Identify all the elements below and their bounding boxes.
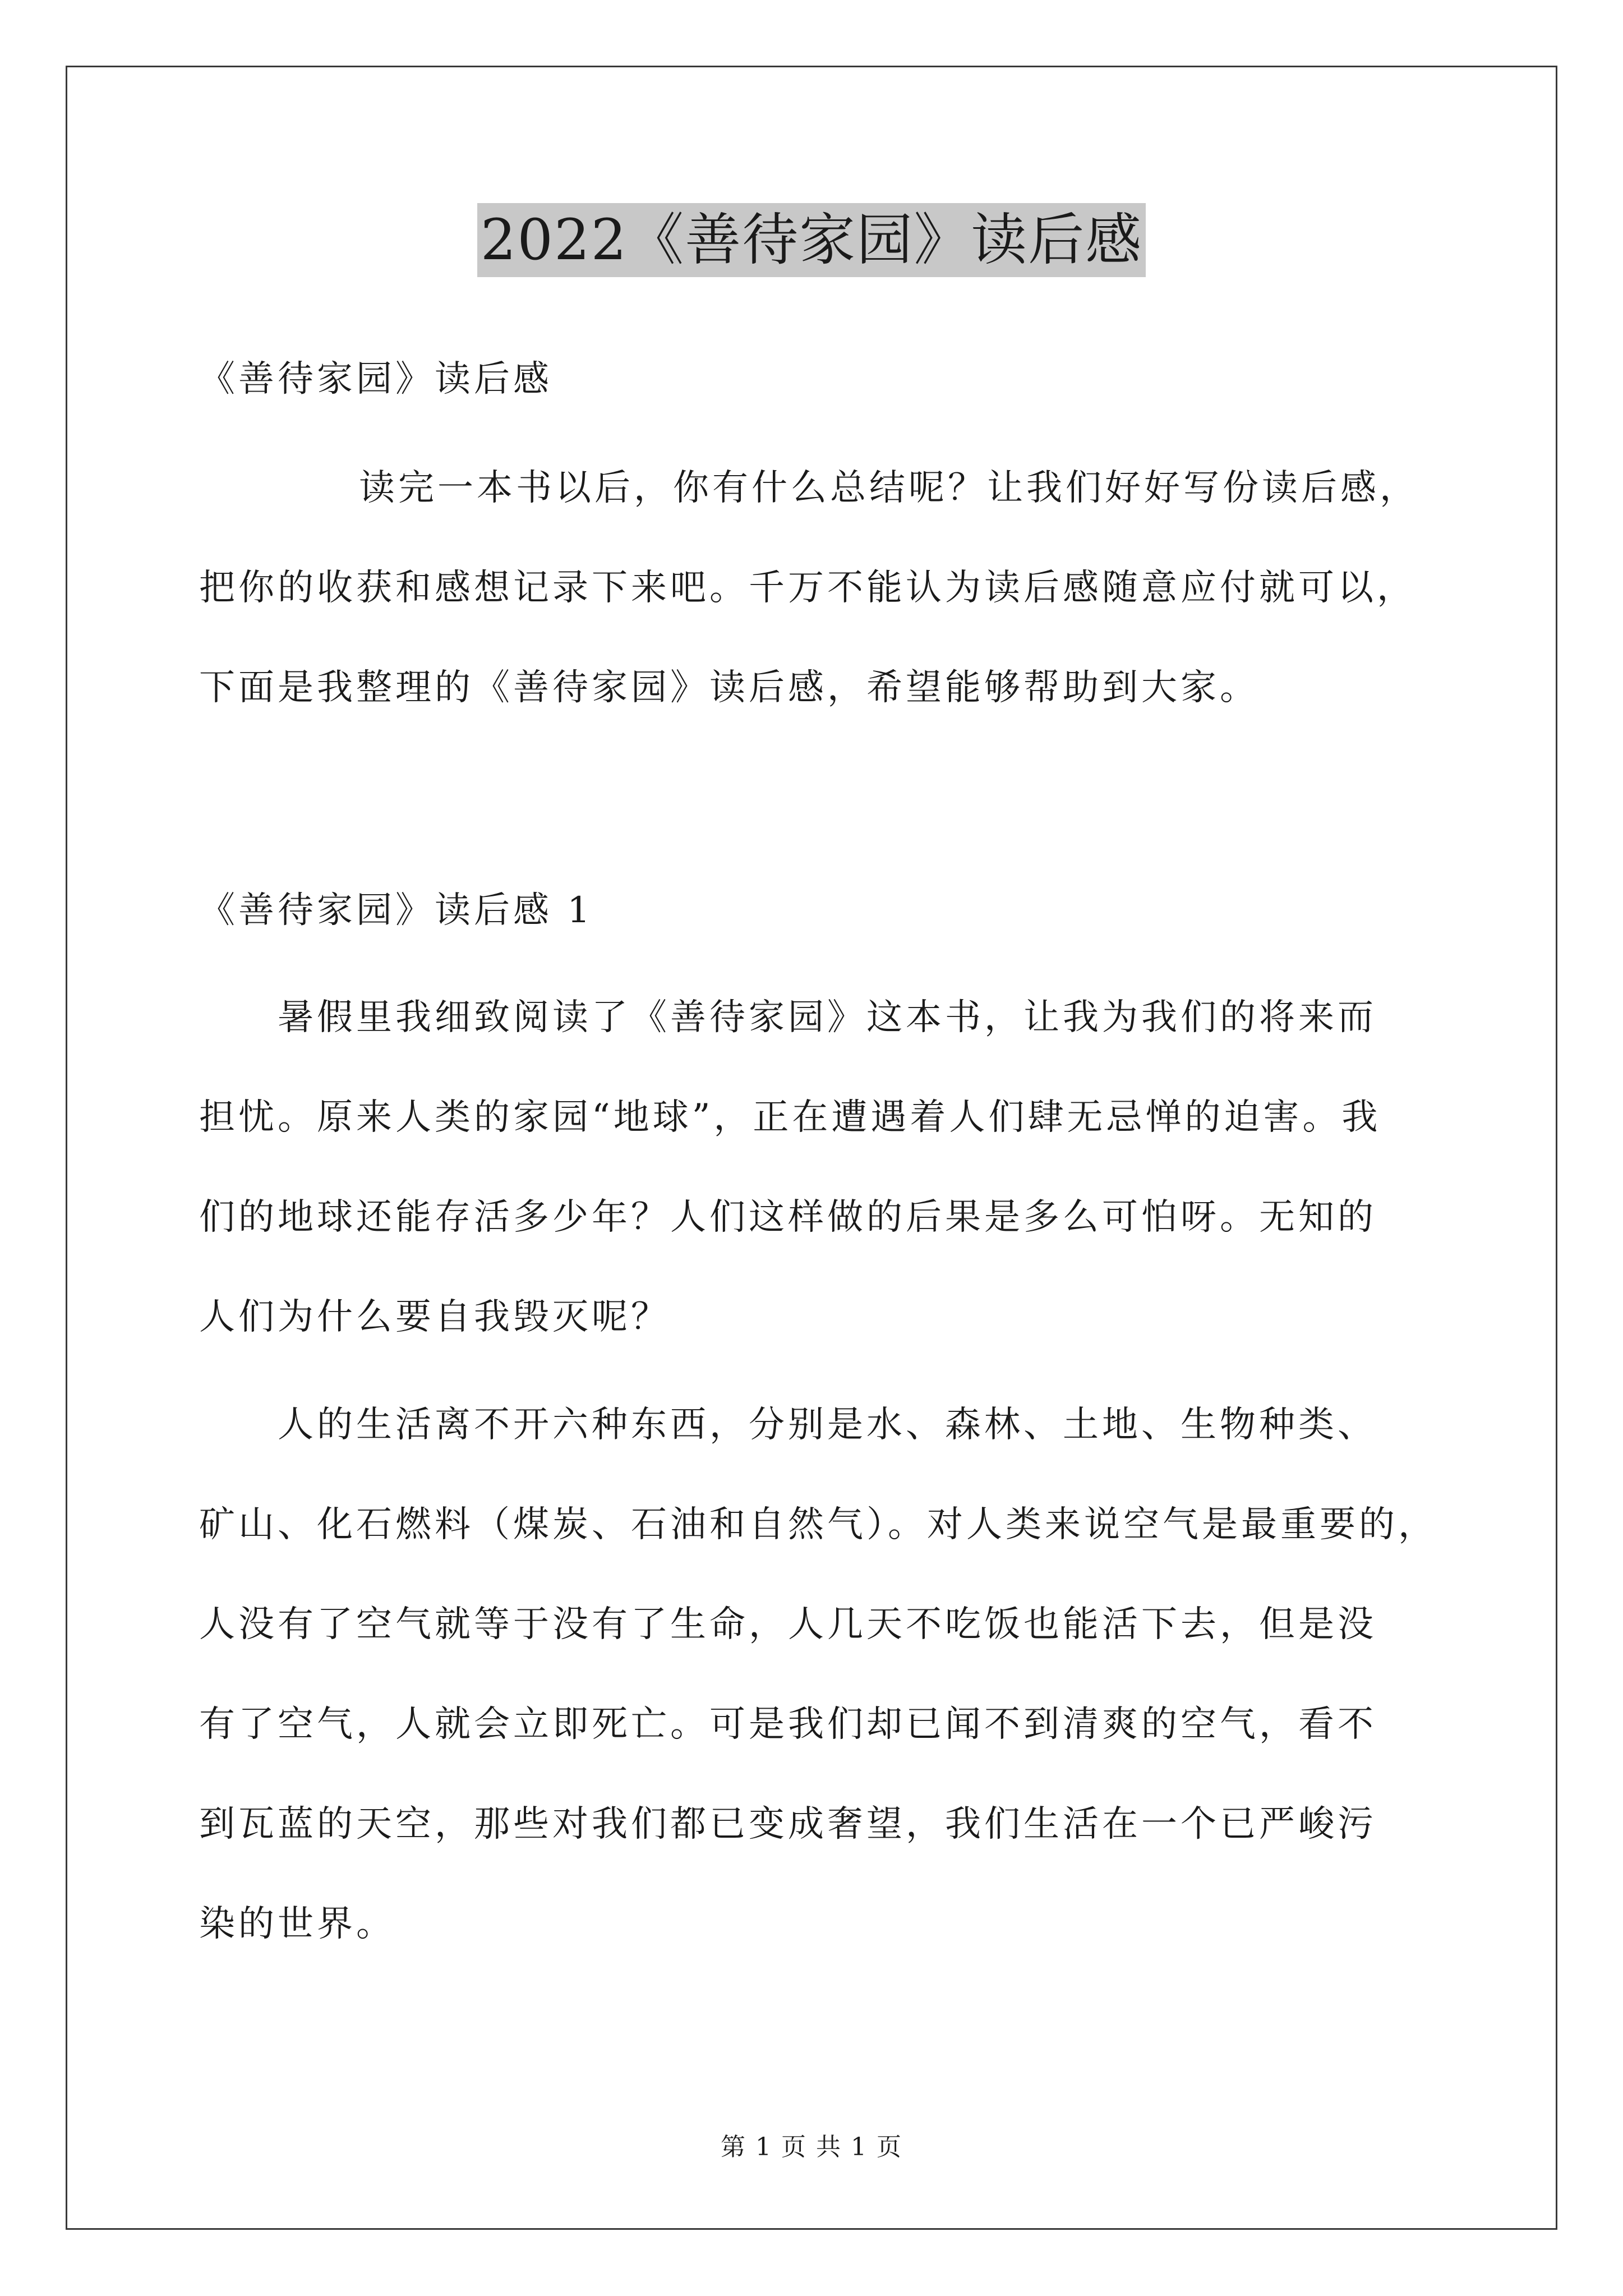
paragraph-line: 暑假里我细致阅读了《善待家园》这本书，让我为我们的将来而	[278, 997, 1377, 1038]
paragraph-line: 染的世界。	[199, 1903, 395, 1945]
section-heading: 《善待家园》读后感 1	[199, 890, 594, 931]
subheading: 《善待家园》读后感	[199, 358, 552, 400]
paragraph-line: 矿山、化石燃料（煤炭、石油和自然气）。对人类来说空气是最重要的，	[199, 1504, 1437, 1545]
paragraph-line: 担忧。原来人类的家园“地球”，正在遭遇着人们肆无忌惮的迫害。我	[199, 1097, 1381, 1138]
paragraph-line: 人没有了空气就等于没有了生命，人几天不吃饭也能活下去，但是没	[199, 1604, 1377, 1645]
paragraph-line: 们的地球还能存活多少年？人们这样做的后果是多么可怕呀。无知的	[199, 1197, 1377, 1238]
intro-line: 读完一本书以后，你有什么总结呢？让我们好好写份读后感，	[359, 467, 1419, 509]
intro-line: 把你的收获和感想记录下来吧。千万不能认为读后感随意应付就可以，	[199, 567, 1416, 609]
intro-line: 下面是我整理的《善待家园》读后感，希望能够帮助到大家。	[199, 667, 1259, 708]
paragraph-line: 有了空气，人就会立即死亡。可是我们却已闻不到清爽的空气，看不	[199, 1704, 1377, 1745]
paragraph-line: 到瓦蓝的天空，那些对我们都已变成奢望，我们生活在一个已严峻污	[199, 1803, 1377, 1845]
document-title: 2022《善待家园》读后感	[477, 203, 1146, 277]
paragraph-line: 人们为什么要自我毁灭呢？	[199, 1296, 670, 1338]
title-container	[0, 203, 1623, 277]
paragraph-line: 人的生活离不开六种东西，分别是水、森林、土地、生物种类、	[278, 1404, 1377, 1446]
page-footer: 第 1 页 共 1 页	[721, 2133, 902, 2161]
